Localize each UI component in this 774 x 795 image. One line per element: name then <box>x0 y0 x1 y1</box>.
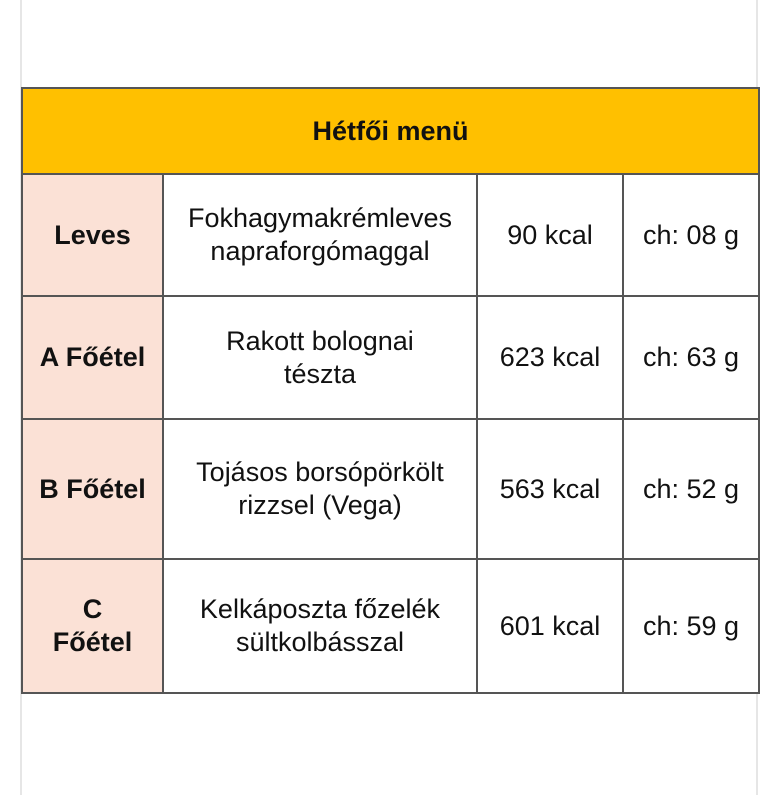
kcal-cell: 623 kcal <box>477 296 623 419</box>
dish-cell: Tojásos borsópörkölt rizzsel (Vega) <box>163 419 477 559</box>
carbs-cell: ch: 52 g <box>623 419 759 559</box>
carbs-cell: ch: 08 g <box>623 174 759 296</box>
menu-table <box>21 87 760 694</box>
dish-cell: Fokhagymakrémleves napraforgómaggal <box>163 174 477 296</box>
table-row <box>22 296 759 419</box>
dish-cell: Kelkáposzta főzelék sültkolbásszal <box>163 559 477 693</box>
table-row <box>22 559 759 693</box>
category-cell: Leves <box>22 174 163 296</box>
category-cell: A Főétel <box>22 296 163 419</box>
category-cell: B Főétel <box>22 419 163 559</box>
table-row <box>22 419 759 559</box>
kcal-cell: 601 kcal <box>477 559 623 693</box>
kcal-cell: 563 kcal <box>477 419 623 559</box>
dish-cell: Rakott bolognai tészta <box>163 296 477 419</box>
menu-title-row <box>22 88 759 174</box>
menu-title: Hétfői menü <box>22 88 759 174</box>
category-cell: C Főétel <box>22 559 163 693</box>
kcal-cell: 90 kcal <box>477 174 623 296</box>
carbs-cell: ch: 63 g <box>623 296 759 419</box>
carbs-cell: ch: 59 g <box>623 559 759 693</box>
table-row <box>22 174 759 296</box>
